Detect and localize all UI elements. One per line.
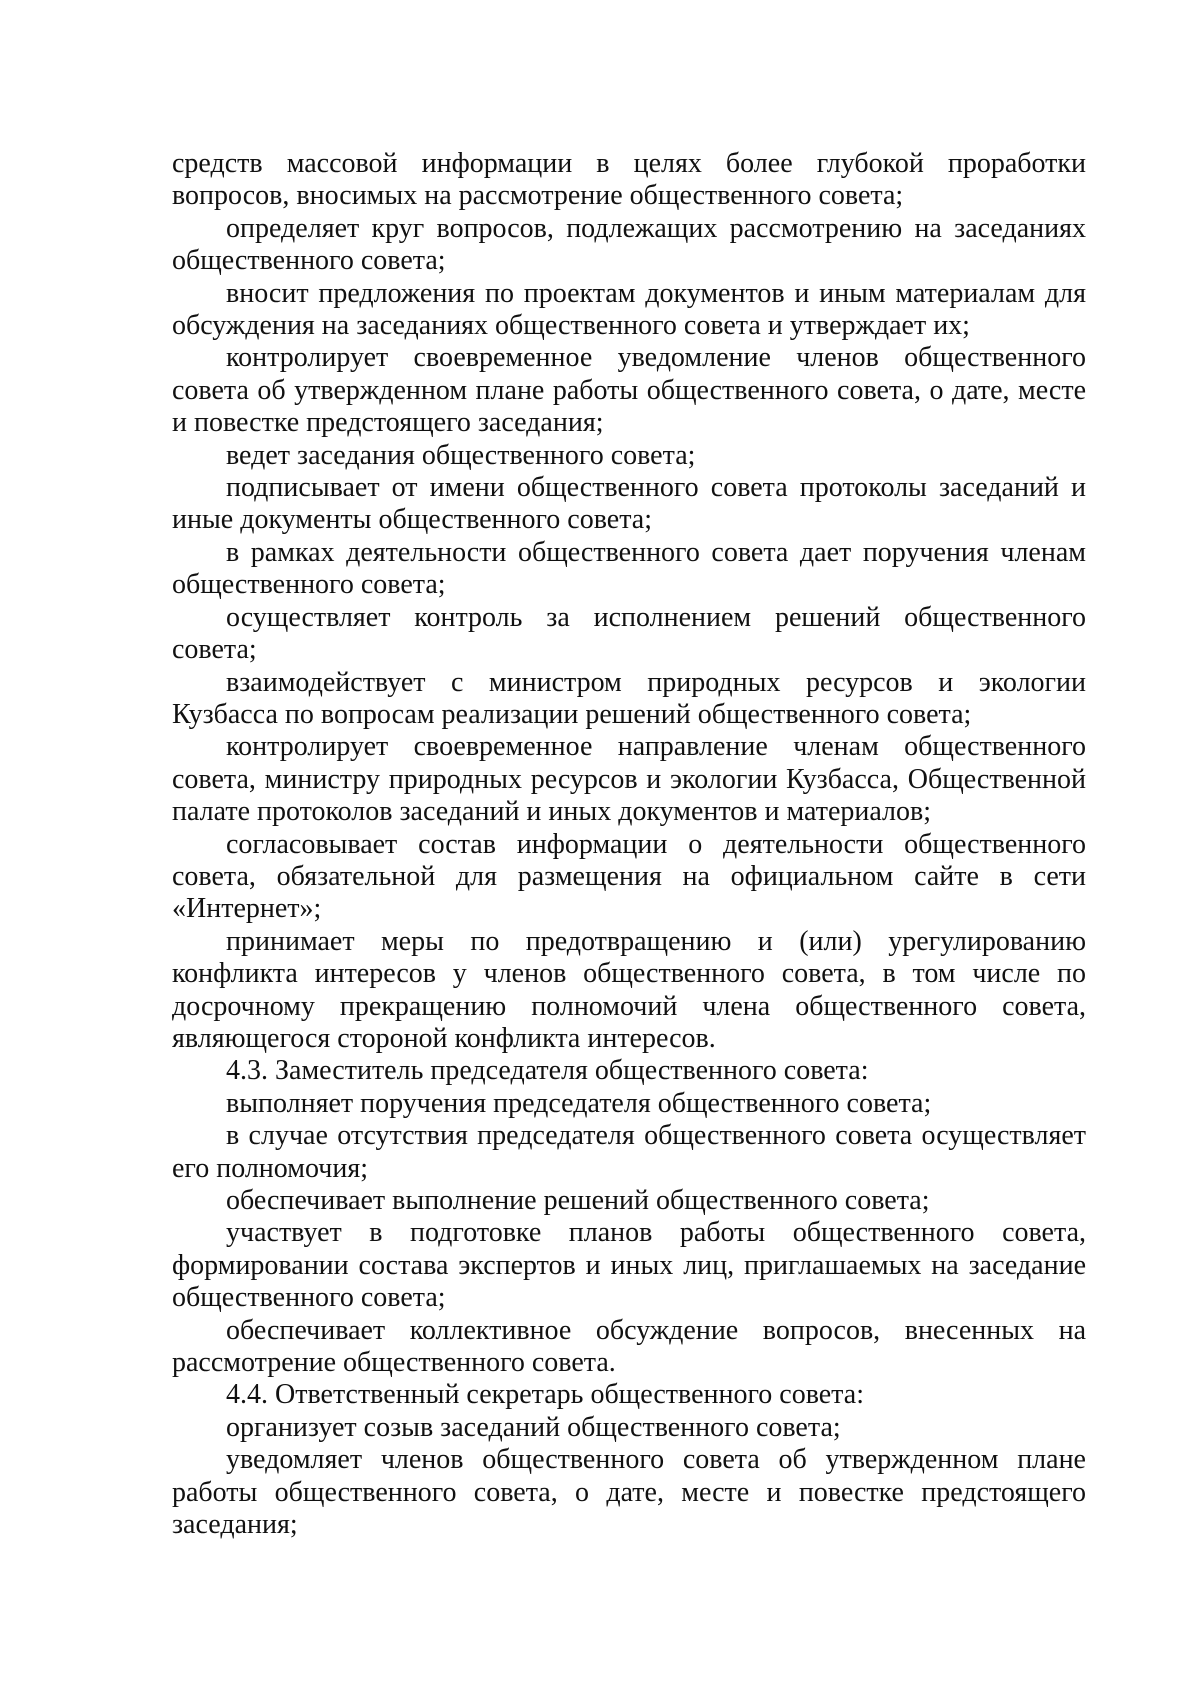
paragraph: обеспечивает коллективное обсуждение вопросов, внесенных на рассмотрение общественного совета. <box>172 1314 1086 1379</box>
paragraph: вносит предложения по проектам документов и иным материалам для обсуждения на заседаниях общественного совета и утверждает их; <box>172 277 1086 342</box>
paragraph: участвует в подготовке планов работы общественного совета, формировании состава экспертов и иных лиц, приглашаемых на заседание общественного совета; <box>172 1217 1086 1314</box>
paragraph: взаимодействует с министром природных ресурсов и экологии Кузбасса по вопросам реализации решений общественного совета; <box>172 666 1086 730</box>
paragraph: определяет круг вопросов, подлежащих рассмотрению на заседаниях общественного совета; <box>172 212 1086 277</box>
paragraph-continuation: средств массовой информации в целях более глубокой проработки вопросов, вносимых на рассмотрение общественного совета; <box>172 148 1086 212</box>
paragraph: контролирует своевременное направление членам общественного совета, министру природных ресурсов и экологии Кузбасса, Общественной палате протоколов заседаний и иных документов и материалов; <box>172 731 1086 828</box>
paragraph: организует созыв заседаний общественного совета; <box>226 1411 841 1443</box>
paragraph: выполняет поручения председателя общественного совета; <box>226 1087 932 1119</box>
paragraph: обеспечивает выполнение решений общественного совета; <box>226 1185 930 1216</box>
paragraph: подписывает от имени общественного совета протоколы заседаний и иные документы общественного совета; <box>172 472 1086 536</box>
section-heading-4-3: 4.3. Заместитель председателя общественного совета: <box>226 1055 869 1087</box>
paragraph: в случае отсутствия председателя общественного совета осуществляет его полномочия; <box>172 1120 1086 1184</box>
paragraph: принимает меры по предотвращению и (или) урегулированию конфликта интересов у членов общественного совета, в том числе по досрочному прекращению полномочий члена общественного совета, являющегося стороной конфликта интересов. <box>172 925 1086 1054</box>
paragraph: уведомляет членов общественного совета об утвержденном плане работы общественного совета, о дате, месте и повестке предстоящего заседания; <box>172 1444 1086 1541</box>
paragraph: согласовывает состав информации о деятельности общественного совета, обязательной для размещения на официальном сайте в сети «Интернет»; <box>172 828 1086 925</box>
paragraph: контролирует своевременное уведомление членов общественного совета об утвержденном плане работы общественного совета, о дате, месте и повестке предстоящего заседания; <box>172 342 1086 439</box>
paragraph: ведет заседания общественного совета; <box>226 439 696 471</box>
paragraph: осуществляет контроль за исполнением решений общественного совета; <box>172 601 1086 666</box>
section-heading-4-4: 4.4. Ответственный секретарь общественного совета: <box>226 1379 864 1411</box>
document-body <box>172 148 1086 1541</box>
paragraph: в рамках деятельности общественного совета дает поручения членам общественного совета; <box>172 536 1086 601</box>
